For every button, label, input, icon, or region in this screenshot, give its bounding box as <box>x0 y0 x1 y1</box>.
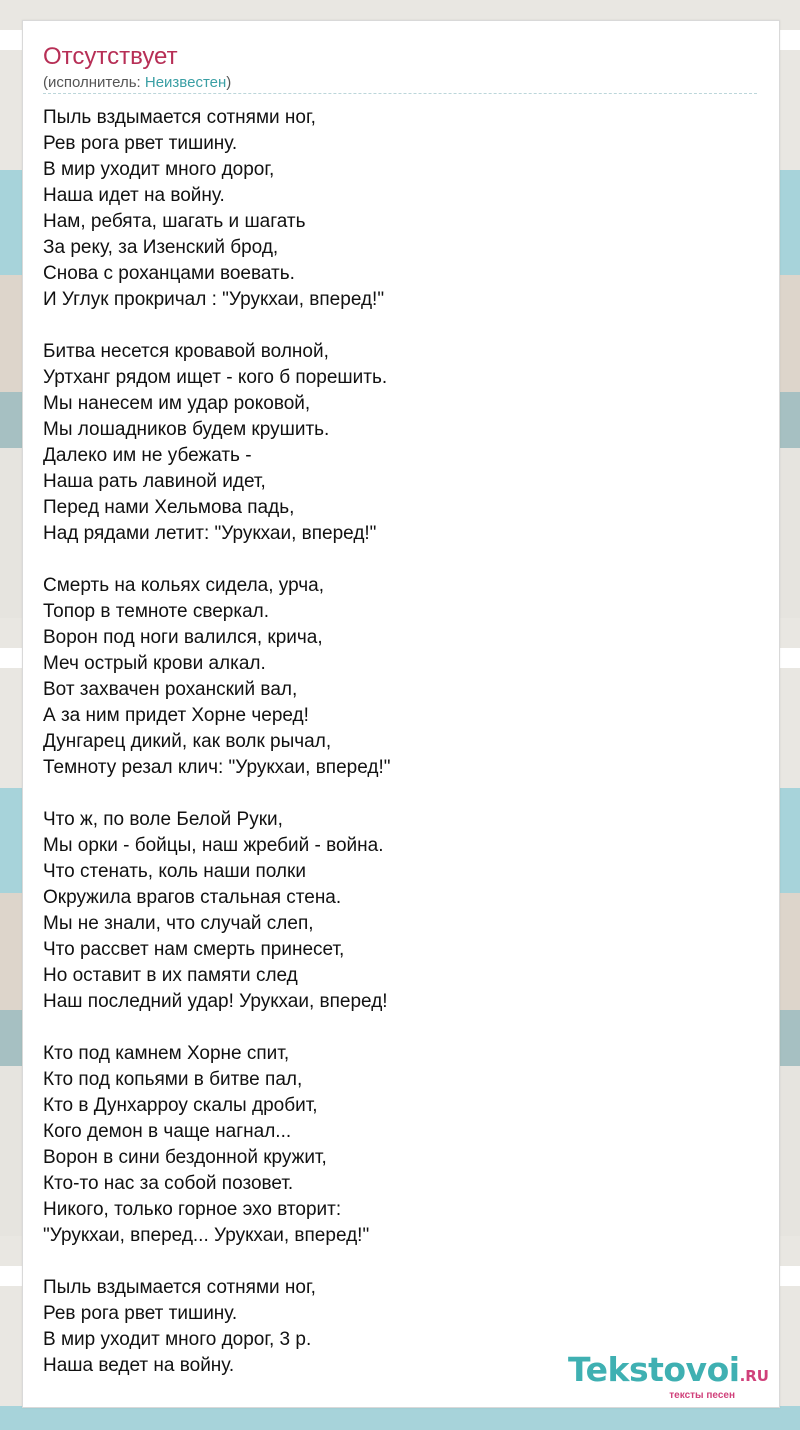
artist-link[interactable]: Неизвестен <box>144 74 227 91</box>
lyric-line: Наша рать лавиной идет, <box>43 471 266 492</box>
logo-tld: .RU <box>739 1367 769 1385</box>
lyric-line: И Углук прокричал : "Урукхаи, вперед!" <box>43 289 385 310</box>
site-logo[interactable] <box>568 1350 769 1401</box>
artist-suffix: ) <box>226 74 232 91</box>
lyric-line: Меч острый крови алкал. <box>43 653 266 674</box>
lyric-line: Наш последний удар! Урукхаи, вперед! <box>43 991 388 1012</box>
logo-name: Tekstovoi <box>568 1350 740 1389</box>
lyric-line: В мир уходит много дорог, <box>43 159 275 180</box>
logo-wordmark <box>568 1350 769 1393</box>
stanza <box>43 1041 753 1249</box>
lyric-line: Мы нанесем им удар роковой, <box>43 393 311 414</box>
stanza <box>43 339 753 547</box>
lyric-line: Рев рога рвет тишину. <box>43 133 238 154</box>
lyric-line: Нам, ребята, шагать и шагать <box>43 211 306 232</box>
lyric-line: Снова с роханцами воевать. <box>43 263 295 284</box>
lyric-line: Окружила врагов стальная стена. <box>43 887 342 908</box>
lyric-line: Битва несется кровавой волной, <box>43 341 329 362</box>
lyrics-card <box>22 20 780 1408</box>
lyric-line: Смерть на кольях сидела, урча, <box>43 575 324 596</box>
lyric-line: Пыль вздымается сотнями ног, <box>43 107 316 128</box>
artist-prefix: (исполнитель: <box>43 74 145 91</box>
stanza <box>43 807 753 1015</box>
stanza <box>43 105 753 313</box>
lyric-line: Над рядами летит: "Урукхаи, вперед!" <box>43 523 377 544</box>
lyric-line: Ворон в сини бездонной кружит, <box>43 1147 327 1168</box>
lyric-line: Кто под камнем Хорне спит, <box>43 1043 290 1064</box>
lyric-line: Наша ведет на войну. <box>43 1355 235 1376</box>
lyric-line: Кого демон в чаще нагнал... <box>43 1121 292 1142</box>
lyric-line: Перед нами Хельмова падь, <box>43 497 295 518</box>
lyric-line: Мы лошадников будем крушить. <box>43 419 330 440</box>
lyric-line: "Урукхаи, вперед... Урукхаи, вперед!" <box>43 1225 370 1246</box>
lyric-line: Кто в Дунхарроу скалы дробит, <box>43 1095 318 1116</box>
title-divider <box>43 93 757 94</box>
lyric-line: Наша идет на войну. <box>43 185 225 206</box>
lyric-line: Но оставит в их памяти след <box>43 965 298 986</box>
lyrics-text <box>43 105 753 1405</box>
lyric-line: Мы не знали, что случай слеп, <box>43 913 314 934</box>
lyric-line: Ворон под ноги валился, крича, <box>43 627 323 648</box>
lyric-line: Никого, только горное эхо вторит: <box>43 1199 342 1220</box>
lyric-line: В мир уходит много дорог, 3 р. <box>43 1329 312 1350</box>
lyric-line: Что рассвет нам смерть принесет, <box>43 939 345 960</box>
lyric-line: Рев рога рвет тишину. <box>43 1303 238 1324</box>
lyric-line: Что стенать, коль наши полки <box>43 861 306 882</box>
song-title: Отсутствует <box>43 43 178 70</box>
lyric-line: Вот захвачен роханский вал, <box>43 679 298 700</box>
logo-tagline: тексты песен <box>669 1390 735 1401</box>
lyric-line: А за ним придет Хорне черед! <box>43 705 309 726</box>
lyric-line: За реку, за Изенский брод, <box>43 237 279 258</box>
lyric-line: Темноту резал клич: "Урукхаи, вперед!" <box>43 757 391 778</box>
lyric-line: Уртханг рядом ищет - кого б порешить. <box>43 367 388 388</box>
stanza <box>43 573 753 781</box>
lyric-line: Дунгарец дикий, как волк рычал, <box>43 731 332 752</box>
lyric-line: Что ж, по воле Белой Руки, <box>43 809 283 830</box>
lyric-line: Кто-то нас за собой позовет. <box>43 1173 294 1194</box>
lyric-line: Пыль вздымается сотнями ног, <box>43 1277 316 1298</box>
lyric-line: Далеко им не убежать - <box>43 445 252 466</box>
lyric-line: Топор в темноте сверкал. <box>43 601 270 622</box>
lyric-line: Кто под копьями в битве пал, <box>43 1069 303 1090</box>
lyric-line: Мы орки - бойцы, наш жребий - война. <box>43 835 384 856</box>
artist-line <box>43 73 231 93</box>
